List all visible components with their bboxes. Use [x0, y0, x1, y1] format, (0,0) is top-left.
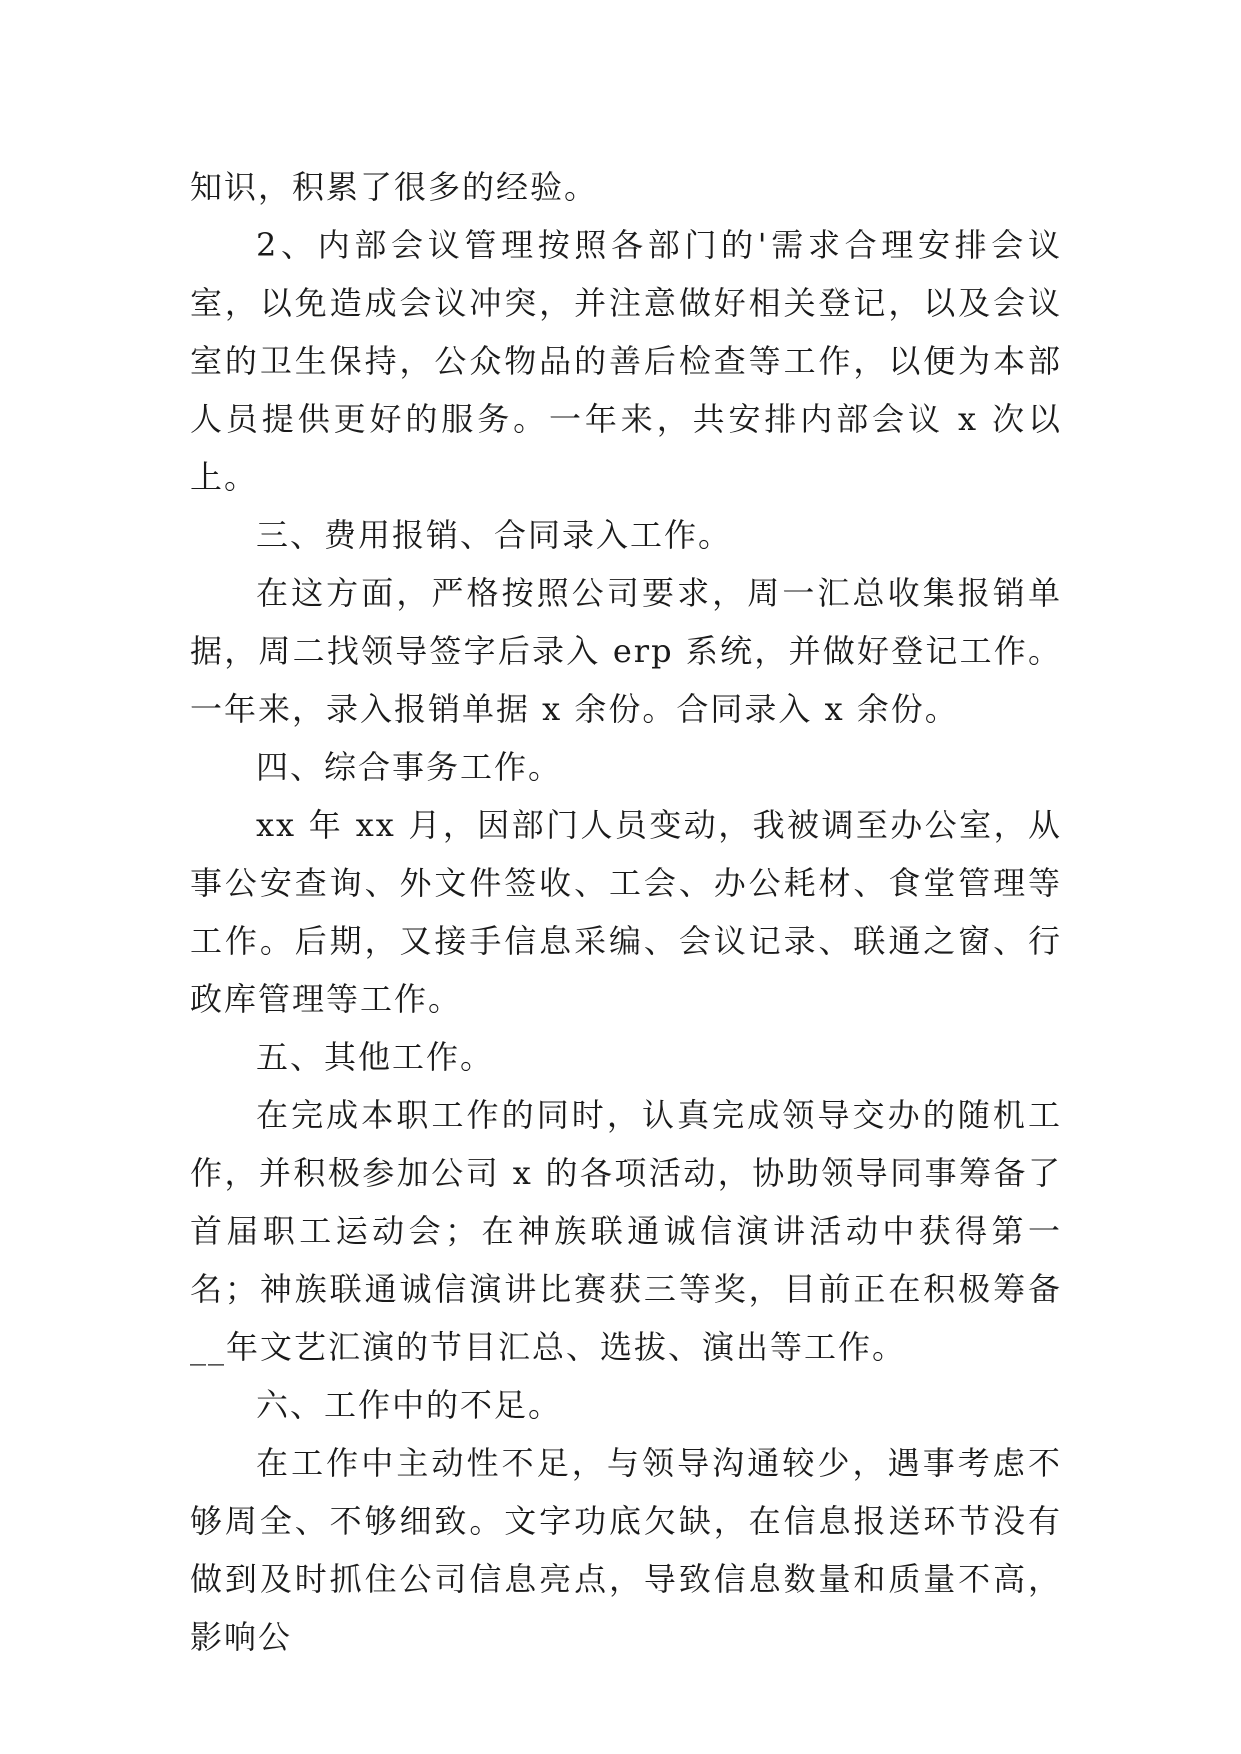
document-body	[190, 158, 1062, 1666]
section-heading-general-affairs: 四、综合事务工作。	[256, 748, 563, 786]
paragraph-meeting-management: 2、内部会议管理按照各部门的'需求合理安排会议室，以免造成会议冲突，并注意做好相关登记，以及会议室的卫生保持，公众物品的善后检查等工作，以便为本部人员提供更好的服务。一年来，共安排内部会议 x 次以上。	[190, 226, 1062, 496]
section-heading-shortcomings: 六、工作中的不足。	[256, 1386, 563, 1424]
paragraph-expenses: 在这方面，严格按照公司要求，周一汇总收集报销单据，周二找领导签字后录入 erp 系统，并做好登记工作。一年来，录入报销单据 x 余份。合同录入 x 余份。	[190, 574, 1062, 728]
paragraph-continuation: 知识，积累了很多的经验。	[190, 168, 599, 206]
section-heading-other-work: 五、其他工作。	[256, 1038, 495, 1076]
section-heading-expenses: 三、费用报销、合同录入工作。	[256, 516, 733, 554]
paragraph-general-affairs: xx 年 xx 月，因部门人员变动，我被调至办公室，从事公安查询、外文件签收、工会、办公耗材、食堂管理等工作。后期，又接手信息采编、会议记录、联通之窗、行政库管理等工作。	[190, 806, 1062, 1018]
paragraph-shortcomings: 在工作中主动性不足，与领导沟通较少，遇事考虑不够周全、不够细致。文字功底欠缺，在信息报送环节没有做到及时抓住公司信息亮点，导致信息数量和质量不高，影响公	[190, 1444, 1062, 1656]
paragraph-other-work: 在完成本职工作的同时，认真完成领导交办的随机工作，并积极参加公司 x 的各项活动，协助领导同事筹备了首届职工运动会；在神族联通诚信演讲活动中获得第一名；神族联通诚信演讲比赛获三等奖，目前正在积极筹备__年文艺汇演的节目汇总、选拔、演出等工作。	[190, 1096, 1062, 1366]
